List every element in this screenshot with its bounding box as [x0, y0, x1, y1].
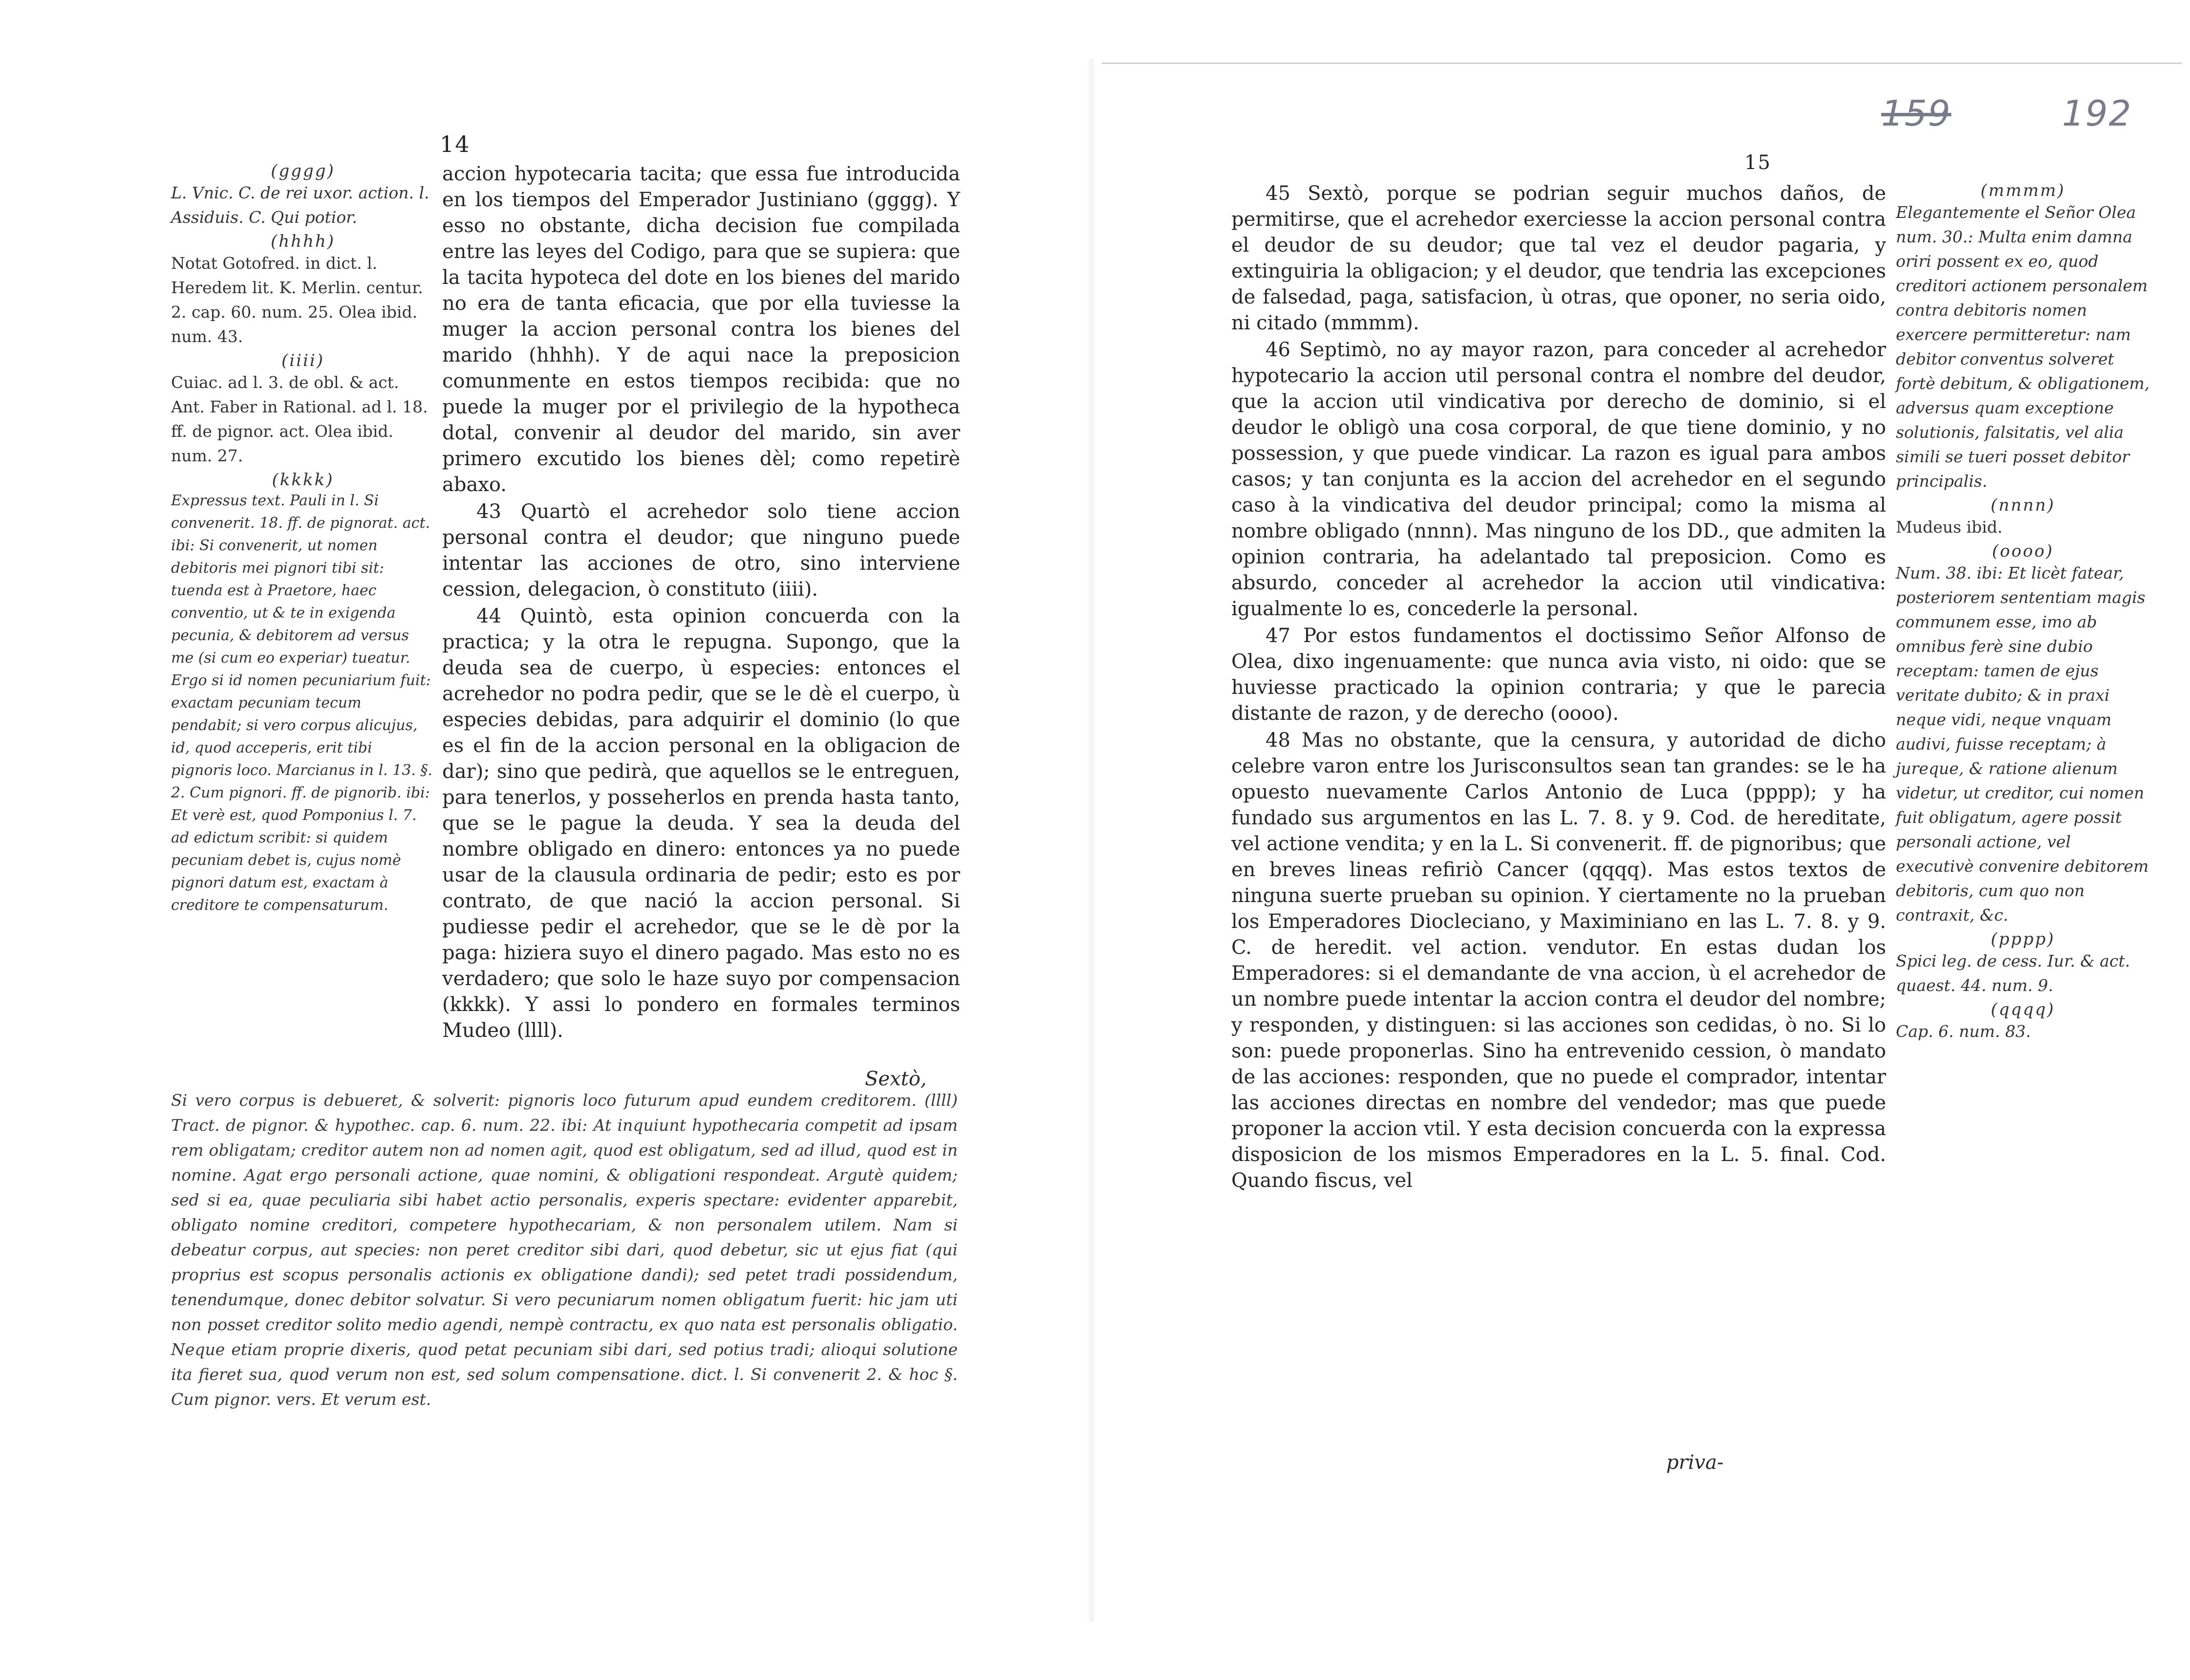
- margin-note-label: (oooo): [1992, 541, 2054, 561]
- left-margin-notes: [171, 161, 435, 919]
- left-body-text: [442, 161, 960, 1044]
- margin-note-qqqq: [1896, 1000, 2150, 1044]
- footnote-text: Si vero corpus is debueret, & solverit: pignoris loco futurum apud eundem creditorem. (llll) Tract. de pignor. & hypothec. cap. 6. num. 22. ibi: At inquiunt hypothecaria competit ad ipsam rem obligatam; creditor autem non ad nomen agit, quod est obligatum, sed ad illud, quod est in nomine. Agat ergo personali actione, quae nomini, & obligationi respondeat. Argutè quidem; sed si ea, quae peculiaria sibi habet actio personalis, experis spectare: evidenter apparebit, obligato nomine creditori, competere hypothecariam, & non personalem utilem. Nam si debeatur corpus, aut species: non peret creditor sibi dari, quod debetur, sic ut ejus fiat (qui proprius est scopus personalis actionis ex obligatione dandi); sed petet tradi possidendum, tenendumque, donec debitor solvatur. Si vero pecuniarum nomen obligatum fuerit: hic jam uti non posset creditor solito medio agendi, nempè contractu, ex quo nata est personalis obligatio. Neque etiam proprie dixeris, quod petat pecuniam sibi dari, sed potius tradi; alioqui solutione ita fieret sua, quod verum non est, sed solum compensatione. dict. l. Si convenerit 2. & hoc §. Cum pignor. vers. Et verum est.: [171, 1091, 958, 1409]
- left-catchword: Sextò,: [865, 1068, 927, 1090]
- margin-note-hhhh: [171, 232, 435, 349]
- margin-note-text: Mudeus ibid.: [1896, 517, 2003, 537]
- right-margin-notes: [1896, 181, 2150, 1046]
- right-body-text: [1231, 181, 1886, 1194]
- paragraph-43: 43 Quartò el acrehedor solo tiene accion personal contra el deudor; que ninguno puede intentar las acciones de otro, sino interviene cession, delegacion, ò constituto (iiii).: [442, 500, 960, 601]
- handwritten-folio: 192: [2062, 93, 2132, 134]
- right-page-number: 15: [1744, 151, 1771, 174]
- paragraph-45: 45 Sextò, porque se podrian seguir muchos daños, de permitirse, que el acrehedor exerciesse la accion personal contra el deudor de su deudor; que tal vez el deudor pagaria, y extinguiria la obligacion; y el deudor, que tendria las excepciones de falsedad, paga, satisfacion, ù otras, que oponer, no seria oido, ni citado (mmmm).: [1231, 182, 1886, 334]
- margin-note-mmmm: [1896, 181, 2150, 494]
- margin-note-text: Cuiac. ad l. 3. de obl. & act. Ant. Faber in Rational. ad l. 18. ff. de pignor. act. Olea ibid. num. 27.: [171, 373, 428, 465]
- margin-note-gggg: [171, 161, 435, 230]
- margin-note-pppp: [1896, 929, 2150, 998]
- margin-note-label: (gggg): [271, 161, 335, 181]
- right-catchword: priva-: [1666, 1451, 1724, 1474]
- right-page: [1095, 0, 2190, 1680]
- margin-note-oooo: [1896, 541, 2150, 927]
- margin-note-label: (hhhh): [270, 232, 336, 251]
- margin-note-text: Notat Gotofred. in dict. l. Heredem lit. K. Merlin. centur. 2. cap. 60. num. 25. Olea ibid. num. 43.: [171, 254, 423, 346]
- margin-note-label: (mmmm): [1980, 181, 2065, 200]
- handwritten-folio-old: 159: [1881, 93, 1952, 134]
- left-page-number: 14: [440, 131, 471, 157]
- margin-note-label: (pppp): [1991, 929, 2055, 949]
- paragraph-48: 48 Mas no obstante, que la censura, y autoridad de dicho celebre varon entre los Jurisconsultos sean tan grandes: se le ha opuesto nuevamente Carlos Antonio de Luca (pppp); y ha fundado sus argumentos en las L. 7. 8. y 9. Cod. de hereditate, vel actione vendita; y en la L. Si convenerit. ff. de pignoribus; que en breves lineas refiriò Cancer (qqqq). Mas estos textos de ninguna suerte prueban su opinion. Y ciertamente no la prueban los Emperadores Diocleciano, y Maximiniano en las L. 7. 8. y 9. C. de heredit. vel action. vendutor. En estas dudan los Emperadores: si el demandante de vna accion, ù el acrehedor de un nombre puede intentar la accion contra el deudor del nombre; y responden, y distinguen: si las acciones son cedidas, ò no. Si lo son: puede proponerlas. Sino ha entrevenido cession, ò mandato de las acciones: responden, que no puede el comprador, intentar las acciones directas en nombre del vendedor; mas que puede proponer la accion vtil. Y esta decision concuerda con la expressa disposicion de los mismos Emperadores en la L. 5. final. Cod. Quando fiscus, vel: [1231, 729, 1886, 1192]
- margin-note-kkkk: [171, 470, 435, 917]
- margin-note-iiii: [171, 351, 435, 468]
- margin-note-nnnn: [1896, 495, 2150, 539]
- margin-note-label: (qqqq): [1991, 1000, 2055, 1019]
- margin-note-text: L. Vnic. C. de rei uxor. action. l. Assiduis. C. Qui potior.: [171, 183, 429, 227]
- paragraph: accion hypotecaria tacita; que essa fue introducida en los tiempos del Emperador Justiniano (gggg). Y esso no obstante, dicha decision fue compilada entre las leyes del Codigo, para que se supiera: que la tacita hypoteca del dote en los bienes del marido no era de tanta eficacia, que por ella tuviesse la muger la accion personal contra los bienes del marido (hhhh). Y de aqui nace la preposicion comunmente en estos tiempos recibida: que no puede la muger por el privilegio de la hypotheca dotal, convenir al deudor del marido, sin aver primero excutido los bienes dèl; como repetirè abaxo.: [442, 163, 960, 496]
- margin-note-text: Elegantemente el Señor Olea num. 30.: Multa enim damna oriri possent ex eo, quod creditori actionem personalem contra debitoris nomen exercere permitteretur: nam debitor conventus solveret fortè debitum, & obligationem, adversus quam exceptione solutionis, falsitatis, vel alia simili se tueri posset debitor principalis.: [1896, 203, 2150, 491]
- margin-note-text: Num. 38. ibi: Et licèt fatear, posteriorem sententiam magis communem esse, imo ab omnibus ferè sine dubio receptam: tamen de ejus veritate dubito; & in praxi neque vidi, neque vnquam audivi, fuisse receptam; à jureque, & ratione alienum videtur, ut creditor, cui nomen fuit obligatum, agere possit personali actione, vel executivè convenire debitorem debitoris, cum quo non contraxit, &c.: [1896, 563, 2149, 925]
- margin-note-label: (kkkk): [272, 470, 334, 490]
- paragraph-44: 44 Quintò, esta opinion concuerda con la practica; y la otra le repugna. Supongo, que la deuda sea de cuerpo, ù especies: entonces el acrehedor no podra pedir, que se le dè el cuerpo, ù especies debidas, para adquirir el dominio (lo que es el fin de la accion personal en la obligacion de dar); sino que pedirà, que aquellos se le entreguen, para tenerlos, y posseherlos en prenda hasta tanto, que se le pague la deuda. Y sea la deuda del nombre obligado en dinero: entonces ya no puede usar de la clausula ordinaria de pedir; esto es por contrato, de que nació la accion personal. Si pudiesse pedir el acrehedor, que se le dè por la paga: hiziera suyo el dinero pagado. Mas esto no es verdadero; que solo le haze suyo por compensacion (kkkk). Y assi lo pondero en formales terminos Mudeo (llll).: [442, 605, 960, 1042]
- left-footnote: [171, 1063, 958, 1412]
- paragraph-47: 47 Por estos fundamentos el doctissimo Señor Alfonso de Olea, dixo ingenuamente: que nunca avia visto, ni oido: que se huviesse practicado la opinion contraria; y que le parecia distante de razon, y de derecho (oooo).: [1231, 625, 1886, 725]
- margin-note-label: (iiii): [281, 351, 325, 370]
- paragraph-46: 46 Septimò, no ay mayor razon, para conceder al acrehedor hypotecario la accion util personal contra el nombre del deudor, que la accion util vindicativa por derecho de dominio, si el deudor le obligò una cosa corporal, de que tiene dominio, y no possession, y que puede vindicar. La razon es igual para ambos casos; y tan conjunta es la accion del acrehedor en el segundo caso à la vindicativa del deudor principal; como la misma al nombre obligado (nnnn). Mas ninguno de los DD., que admiten la opinion contraria, ha adelantado tal preposicion. Como es absurdo, conceder al acrehedor la accion util vindicativa: igualmente lo es, concederle la personal.: [1231, 339, 1886, 620]
- margin-note-label: (nnnn): [1990, 495, 2056, 515]
- margin-note-text: Cap. 6. num. 83.: [1896, 1022, 2031, 1041]
- margin-note-text: Spici leg. de cess. Iur. & act. quaest. 44. num. 9.: [1896, 951, 2130, 995]
- margin-note-text: Expressus text. Pauli in l. Si convenerit. 18. ff. de pignorat. act. ibi: Si convenerit, ut nomen debitoris mei pignori tibi sit: tuenda est à Praetore, haec conventio, ut & te in exigenda pecunia, & debitorem ad versus me (si cum eo experiar) tueatur. Ergo si id nomen pecuniarium fuit: exactam pecuniam tecum pendabit; si vero corpus alicujus, id, quod acceperis, erit tibi pignoris loco. Marcianus in l. 13. §. 2. Cum pignori. ff. de pignorib. ibi: Et verè est, quod Pomponius l. 7. ad edictum scribit: si quidem pecuniam debet is, cujus nomè pignori datum est, exactam à creditore te compensaturum.: [171, 492, 433, 914]
